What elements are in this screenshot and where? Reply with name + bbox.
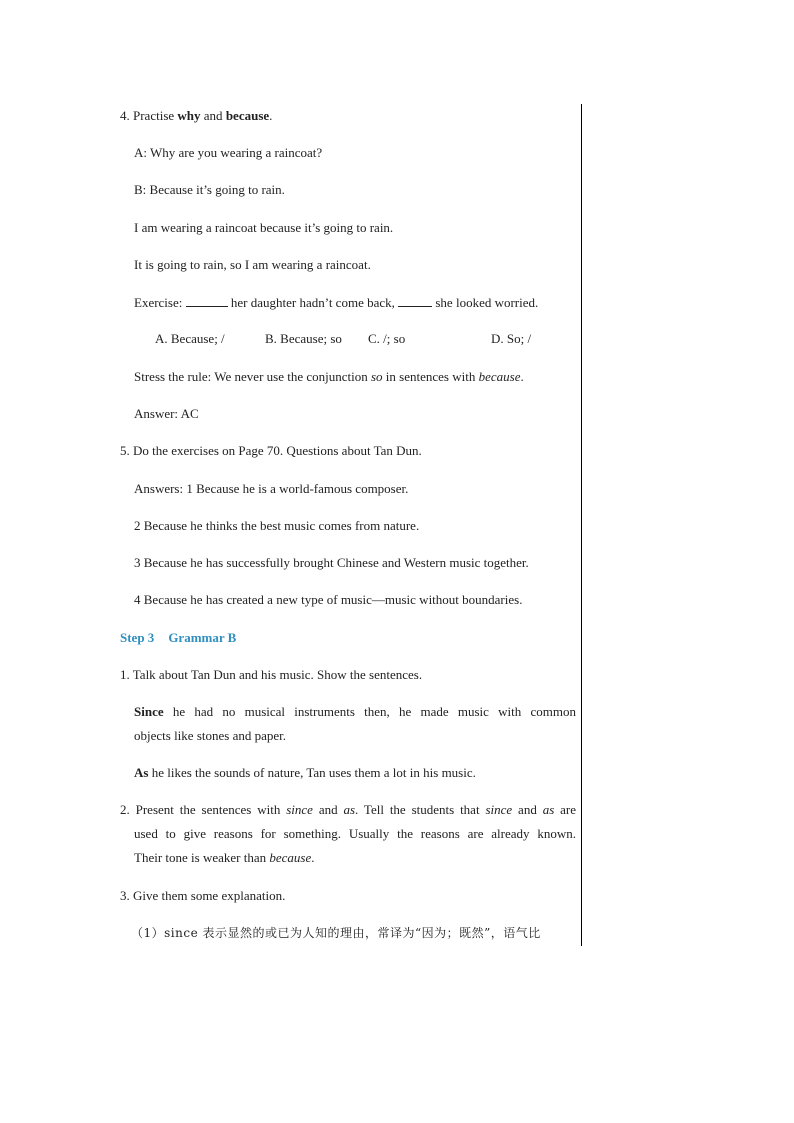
item4-heading (120, 108, 272, 124)
item5-answer-3: 3 Because he has successfully brought Chinese and Western music together. (134, 555, 529, 570)
since-example-text: he had no musical instruments then, he made music with common (163, 704, 576, 719)
example-sentence-2: It is going to rain, so I am wearing a raincoat. (134, 257, 371, 272)
dialog-a: A: Why are you wearing a raincoat? (134, 145, 323, 160)
item2-middle: . Tell the students that (355, 802, 486, 817)
option-a: A. Because; / (155, 331, 225, 346)
item5-answer-4: 4 Because he has created a new type of music—music without boundaries. (134, 592, 523, 607)
stress-rule-because: because (478, 369, 521, 384)
step3-title: Grammar B (168, 630, 237, 645)
grammar-item-2-line-1 (120, 802, 576, 818)
stress-rule-middle: in sentences with (382, 369, 479, 384)
item2-line3-prefix: Their tone is weaker than (134, 850, 270, 865)
exercise-blank-1 (186, 294, 228, 307)
dialog-b: B: Because it’s going to rain. (134, 182, 285, 197)
since-example-line-2: objects like stones and paper. (134, 728, 286, 743)
item2-prefix: 2. Present the sentences with (120, 802, 287, 817)
step3-heading (120, 630, 236, 646)
as-example (134, 765, 476, 781)
item2-as: as (343, 802, 356, 817)
as-example-text: he likes the sounds of nature, Tan uses them a lot in his music. (148, 765, 476, 780)
grammar-item-3: 3. Give them some explanation. (120, 888, 286, 903)
item4-and: and (200, 108, 226, 123)
item2-since: since (286, 802, 313, 817)
item5-answer-2: 2 Because he thinks the best music comes from nature. (134, 518, 420, 533)
item5-heading: 5. Do the exercises on Page 70. Questions about Tan Dun. (120, 443, 422, 458)
item2-and-2: and (512, 802, 543, 817)
exercise-blank-2 (398, 294, 432, 307)
option-d: D. So; / (491, 331, 532, 346)
option-c: C. /; so (368, 331, 406, 346)
item4-end: . (269, 108, 273, 123)
exercise-prefix: Exercise: (134, 295, 186, 310)
item4-prefix: 4. Practise (120, 108, 178, 123)
exercise-line (134, 294, 538, 311)
margin-rule (581, 104, 582, 946)
item2-are: are (554, 802, 577, 817)
explanation-note-1: （1）since 表示显然的或已为人知的理由，常译为“因为；既然”，语气比 (131, 926, 541, 940)
option-b: B. Because; so (265, 331, 342, 346)
stress-rule-so: so (370, 369, 383, 384)
item2-line3-end: . (311, 850, 315, 865)
since-keyword: Since (134, 704, 164, 719)
item4-because-keyword: because (225, 108, 270, 123)
stress-rule-prefix: Stress the rule: We never use the conjunction (134, 369, 371, 384)
item2-because: because (269, 850, 312, 865)
item2-as-2: as (542, 802, 555, 817)
as-keyword: As (134, 765, 149, 780)
example-sentence-1: I am wearing a raincoat because it’s going to rain. (134, 220, 394, 235)
answer-line: Answer: AC (134, 406, 199, 421)
exercise-middle: her daughter hadn’t come back, (227, 295, 399, 310)
stress-rule (134, 369, 524, 385)
item4-why-keyword: why (177, 108, 201, 123)
grammar-item-1: 1. Talk about Tan Dun and his music. Show the sentences. (120, 667, 423, 682)
item2-since-2: since (485, 802, 513, 817)
item2-and: and (312, 802, 344, 817)
since-example-line-1 (134, 704, 576, 720)
item5-answer-1: Answers: 1 Because he is a world-famous composer. (134, 481, 409, 496)
exercise-suffix: she looked worried. (432, 295, 539, 310)
stress-rule-end: . (520, 369, 524, 384)
exercise-options (0, 331, 794, 347)
grammar-item-2-line-2: used to give reasons for something. Usually the reasons are already known. (134, 826, 576, 841)
grammar-item-2-line-3 (134, 850, 315, 866)
step3-label: Step 3 (120, 630, 155, 645)
